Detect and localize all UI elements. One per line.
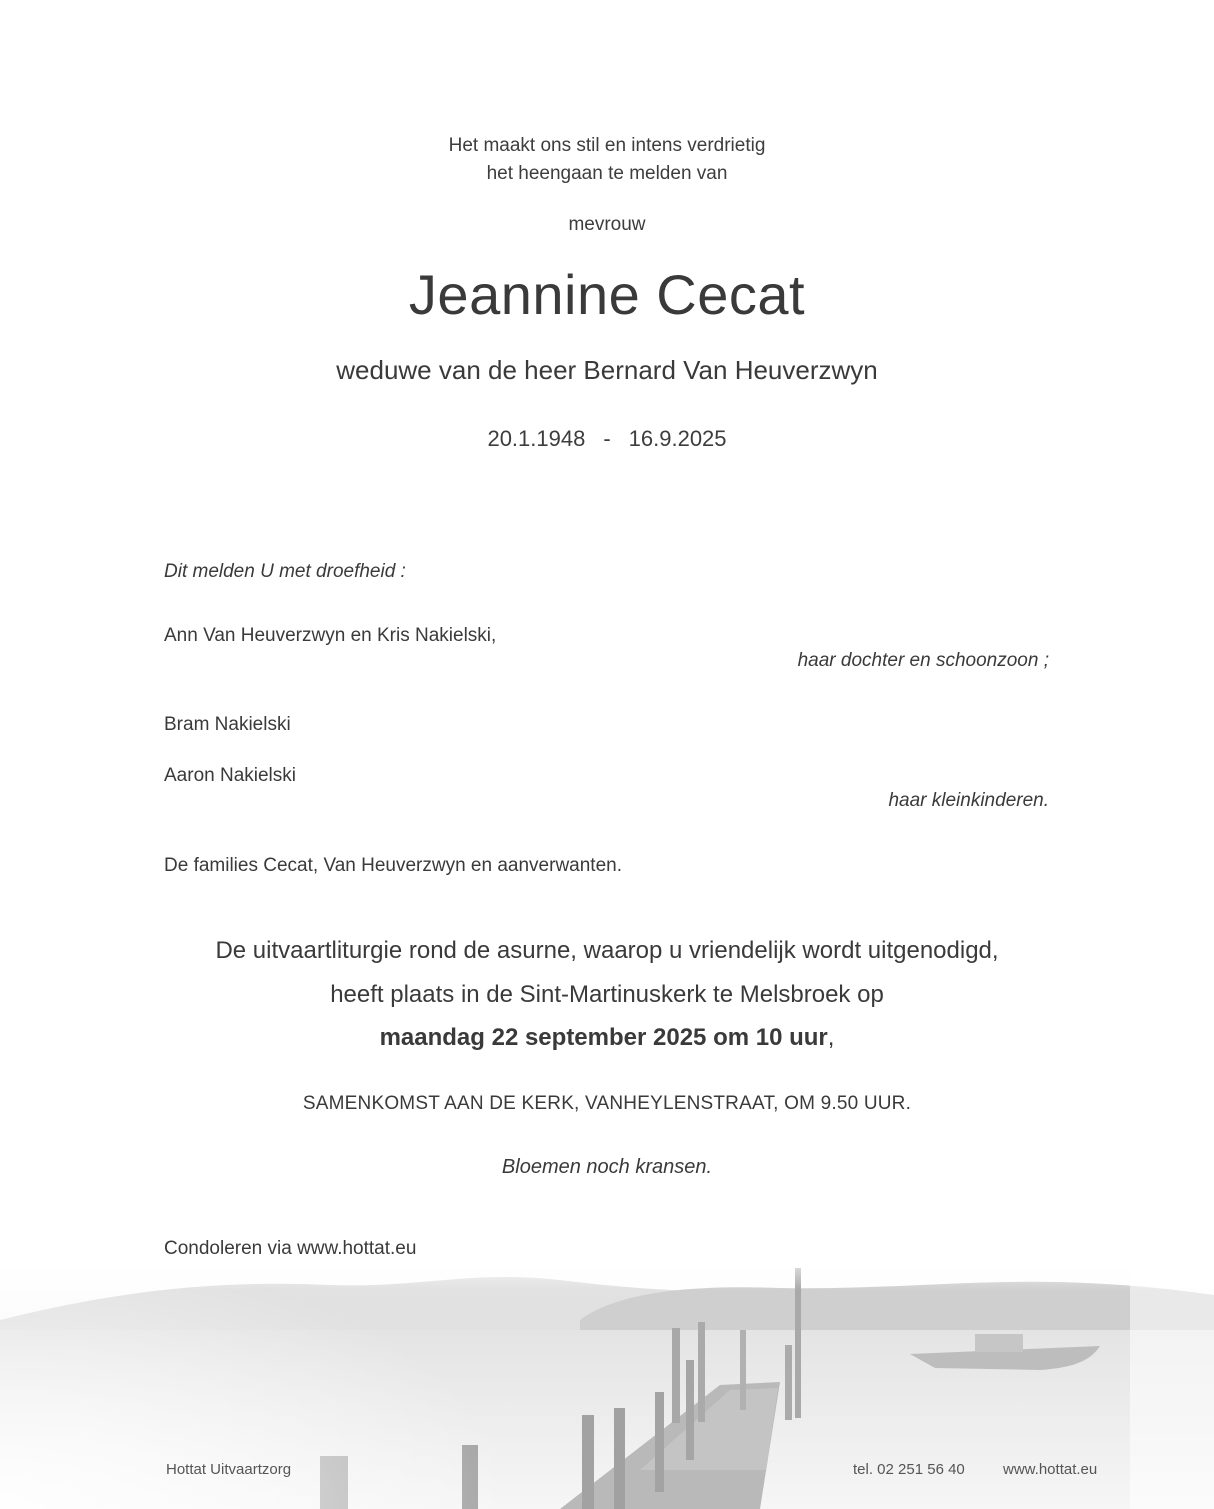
date-separator: - bbox=[603, 426, 611, 451]
title-prefix: mevrouw bbox=[568, 214, 646, 235]
flowers-notice: Bloemen noch kransen. bbox=[501, 1156, 713, 1178]
ceremony-line-1: De uitvaartliturgie rond de asurne, waarop u vriendelijk wordt uitgenodigd, bbox=[215, 937, 999, 964]
grandchild-1: Bram Nakielski bbox=[164, 714, 291, 735]
footer-website[interactable]: www.hottat.eu bbox=[1003, 1461, 1098, 1478]
children-relation: haar dochter en schoonzoon ; bbox=[797, 650, 1049, 671]
deceased-name: Jeannine Cecat bbox=[408, 263, 806, 326]
footer-company: Hottat Uitvaartzorg bbox=[166, 1461, 292, 1478]
ceremony-date bbox=[0, 1024, 1214, 1052]
family-heading: Dit melden U met droefheid : bbox=[164, 561, 406, 582]
ceremony-date-suffix: , bbox=[827, 1024, 835, 1051]
grandchild-2: Aaron Nakielski bbox=[164, 765, 296, 786]
birth-date: 20.1.1948 bbox=[487, 426, 586, 451]
condolences-line: Condoleren via www.hottat.eu bbox=[164, 1238, 417, 1259]
footer-phone: tel. 02 251 56 40 bbox=[853, 1461, 965, 1478]
families-line: De families Cecat, Van Heuverzwyn en aanverwanten. bbox=[164, 855, 622, 876]
ceremony-line-2: heeft plaats in de Sint-Martinuskerk te Melsbroek op bbox=[330, 981, 884, 1008]
intro-text bbox=[0, 132, 1214, 188]
deceased-relation: weduwe van de heer Bernard Van Heuverzwyn bbox=[336, 355, 878, 385]
ceremony-date-bold: maandag 22 september 2025 om 10 uur bbox=[379, 1024, 828, 1051]
assembly-notice: SAMENKOMST AAN DE KERK, VANHEYLENSTRAAT, OM 9.50 UUR. bbox=[302, 1093, 912, 1114]
intro-line-2: het heengaan te melden van bbox=[486, 163, 728, 184]
intro-line-1: Het maakt ons stil en intens verdrietig bbox=[448, 135, 766, 156]
life-dates bbox=[0, 426, 1214, 452]
death-date: 16.9.2025 bbox=[628, 426, 727, 451]
grandchildren-relation: haar kleinkinderen. bbox=[888, 790, 1049, 811]
children-names: Ann Van Heuverzwyn en Kris Nakielski, bbox=[164, 625, 497, 646]
